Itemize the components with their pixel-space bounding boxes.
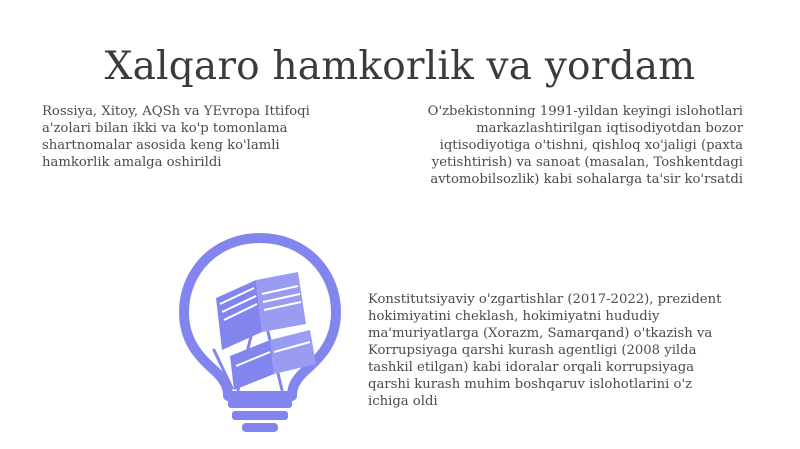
slide-title: Xalqaro hamkorlik va yordam	[104, 44, 696, 90]
lightbulb-book-icon	[170, 228, 350, 436]
text-block-reforms: O'zbekistonning 1991-yildan keyingi islohotlari markazlashtirilgan iqtisodiyotdan bozor iqtisodiyotiga o'tishni, qishloq xo'jaligi (paxta yetishtirish) va sanoat (masalan, Toshkentdagi avtomobilsozlik) kabi sohalarga ta'sir ko'rsatdi	[427, 104, 743, 187]
text-block-governance: Konstitutsiyaviy o'zgartishlar (2017-2022), prezident hokimiyatini cheklash, hokimiyatni hududiy ma'muriyatlarga (Xorazm, Samarqand) o'tkazish va Korrupsiyaga qarshi kurash agentligi (2008 yilda tashkil etilgan) kabi idoralar orqali korrupsiyaga qarshi kurash muhim boshqaruv islohotlarini o'z ichiga oldi	[368, 292, 722, 409]
text-block-cooperation: Rossiya, Xitoy, AQSh va YEvropa Ittifoqi a'zolari bilan ikki va ko'p tomonlama shartnomalar asosida keng ko'lamli hamkorlik amalga oshirildi	[42, 104, 310, 170]
